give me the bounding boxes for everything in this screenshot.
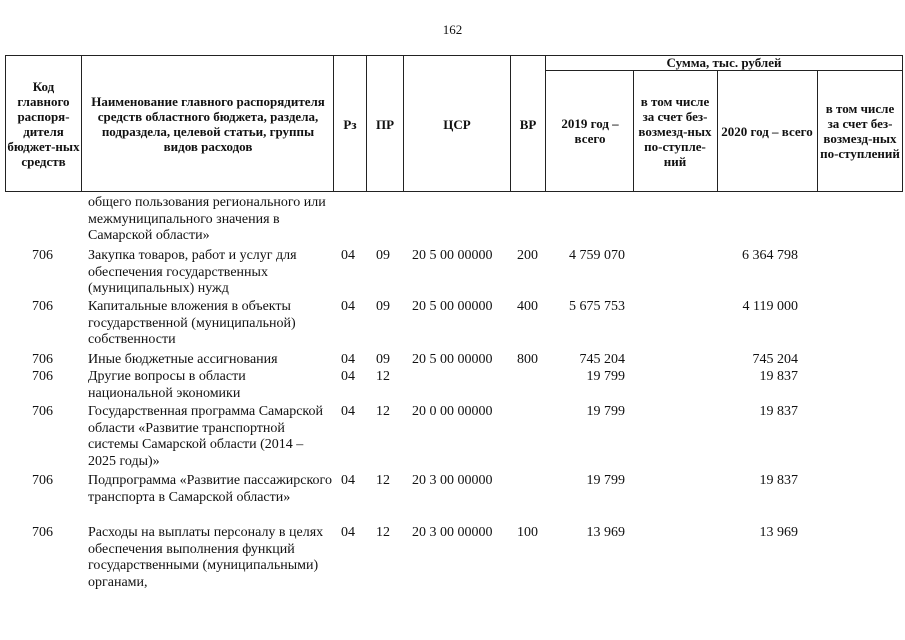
csr-cell: 20 3 00 00000 xyxy=(412,525,493,540)
name-cell: Другие вопросы в области национальной экономики xyxy=(88,369,246,401)
continuation-text: общего пользования регионального или межмуниципального значения в Самарской области» xyxy=(88,195,326,243)
header-bottom-border xyxy=(5,191,903,192)
code-cell: 706 xyxy=(32,352,53,367)
sum-2019-cell: 13 969 xyxy=(586,525,625,540)
pr-cell: 09 xyxy=(376,248,390,263)
header-border-left xyxy=(5,55,6,192)
name-cell: Закупка товаров, работ и услуг для обеспечения государственных (муниципальных) нужд xyxy=(88,248,297,296)
csr-cell: 20 5 00 00000 xyxy=(412,248,493,263)
header-name: Наименование главного распорядителя средств областного бюджета, раздела, подраздела, целевой статьи, группы видов расходов xyxy=(91,94,325,154)
header-col-divider xyxy=(817,70,818,192)
name-cell: Капитальные вложения в объекты государственной (муниципальной) собственности xyxy=(88,299,296,347)
sum-2019-cell: 5 675 753 xyxy=(569,299,625,314)
code-cell: 706 xyxy=(32,473,53,488)
rz-cell: 04 xyxy=(341,369,355,384)
header-col-divider xyxy=(545,55,546,192)
header-col-divider xyxy=(81,55,82,192)
header-2020-free: в том числе за счет без-возмезд-ных по-ступлений xyxy=(820,101,900,161)
sum-2020-cell: 19 837 xyxy=(759,369,798,384)
csr-cell: 20 5 00 00000 xyxy=(412,352,493,367)
name-cell: Расходы на выплаты персоналу в целях обеспечения выполнения функций государственными (муниципальными) органами, xyxy=(88,525,324,590)
header-sum: Сумма, тыс. рублей xyxy=(666,55,782,70)
name-cell: Государственная программа Самарской области «Развитие транспортной системы Самарской области (2014 – 2025 годы)» xyxy=(88,404,324,469)
page-number: 162 xyxy=(442,22,463,37)
sum-2019-cell: 19 799 xyxy=(586,404,625,419)
rz-cell: 04 xyxy=(341,525,355,540)
pr-cell: 09 xyxy=(376,352,390,367)
rz-cell: 04 xyxy=(341,299,355,314)
vr-cell: 400 xyxy=(517,299,538,314)
pr-cell: 12 xyxy=(376,404,390,419)
header-col-divider xyxy=(633,70,634,192)
header-code: Код главного распоря-дителя бюджет-ных средств xyxy=(7,79,80,169)
rz-cell: 04 xyxy=(341,248,355,263)
sum-2020-cell: 19 837 xyxy=(759,473,798,488)
name-cell: Подпрограмма «Развитие пассажирского транспорта в Самарской области» xyxy=(88,473,332,505)
pr-cell: 09 xyxy=(376,299,390,314)
rz-cell: 04 xyxy=(341,473,355,488)
code-cell: 706 xyxy=(32,404,53,419)
header-2019-total: 2019 год – всего xyxy=(561,116,619,146)
sum-2020-cell: 13 969 xyxy=(759,525,798,540)
sum-2019-cell: 19 799 xyxy=(586,369,625,384)
sum-2019-cell: 745 204 xyxy=(579,352,625,367)
rz-cell: 04 xyxy=(341,404,355,419)
header-2020-total: 2020 год – всего xyxy=(721,123,813,139)
sum-2020-cell: 4 119 000 xyxy=(742,299,798,314)
code-cell: 706 xyxy=(32,248,53,263)
pr-cell: 12 xyxy=(376,369,390,384)
csr-cell: 20 0 00 00000 xyxy=(412,404,493,419)
header-pr: ПР xyxy=(375,116,395,132)
header-rz: Рз xyxy=(343,116,357,132)
vr-cell: 200 xyxy=(517,248,538,263)
sum-2019-cell: 19 799 xyxy=(586,473,625,488)
header-col-divider xyxy=(717,70,718,192)
vr-cell: 100 xyxy=(517,525,538,540)
pr-cell: 12 xyxy=(376,473,390,488)
rz-cell: 04 xyxy=(341,352,355,367)
header-2019-free: в том числе за счет без-возмезд-ных по-ступле-ний xyxy=(638,93,712,169)
code-cell: 706 xyxy=(32,525,53,540)
name-cell: Иные бюджетные ассигнования xyxy=(88,352,278,367)
sum-2020-cell: 19 837 xyxy=(759,404,798,419)
code-cell: 706 xyxy=(32,369,53,384)
table-header xyxy=(5,55,903,192)
csr-cell: 20 5 00 00000 xyxy=(412,299,493,314)
pr-cell: 12 xyxy=(376,525,390,540)
csr-cell: 20 3 00 00000 xyxy=(412,473,493,488)
sum-2020-cell: 745 204 xyxy=(752,352,798,367)
header-vr: ВР xyxy=(519,116,537,132)
header-csr: ЦСР xyxy=(443,116,471,132)
sum-2019-cell: 4 759 070 xyxy=(569,248,625,263)
code-cell: 706 xyxy=(32,299,53,314)
sum-2020-cell: 6 364 798 xyxy=(742,248,798,263)
vr-cell: 800 xyxy=(517,352,538,367)
header-border-right xyxy=(902,55,903,192)
